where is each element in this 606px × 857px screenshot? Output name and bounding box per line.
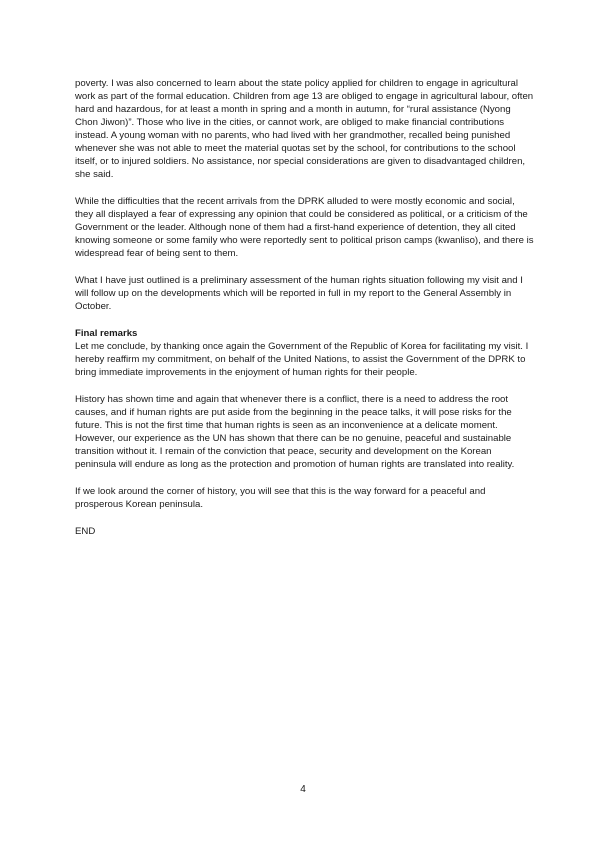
document-body [75,77,535,548]
end-marker: END [75,526,96,537]
final-remarks-heading: Final remarks [75,328,138,339]
page-number: 4 [300,784,306,795]
paragraph-fear-of-expression: While the difficulties that the recent arrivals from the DPRK alluded to were mostly economic and social, they all displayed a fear of expressing any opinion that could be considered as political, or a criticism of the Government or the leader. Although none of them had a first-hand experience of detention, they all cited knowing someone or some family who were reportedly sent to political prison camps (kwanliso), and there is widespread fear of being sent to them. [75,196,534,259]
paragraph-child-labour: poverty. I was also concerned to learn about the state policy applied for children to engage in agricultural work as part of the formal education. Children from age 13 are obliged to engage in agricultural labour, often hard and hazardous, for at least a month in spring and a month in autumn, for “rural assistance (Nyong Chon Jiwon)”. Those who live in the cities, or cannot work, are obliged to make financial contributions instead. A young woman with no parents, who had lived with her grandmother, recalled being punished whenever she was not able to meet the material quotas set by the school, for contributions to the school itself, or to injured soldiers. No assistance, nor special considerations are given to disadvantaged children, she said. [75,78,534,180]
final-remarks-section [75,327,535,379]
paragraph-way-forward: If we look around the corner of history, you will see that this is the way forward for a peaceful and prosperous Korean peninsula. [75,486,486,510]
paragraph-preliminary-assessment: What I have just outlined is a preliminary assessment of the human rights situation following my visit and I will follow up on the developments which will be reported in full in my report to the General Assembly in October. [75,275,523,312]
paragraph-history-conflict: History has shown time and again that whenever there is a conflict, there is a need to address the root causes, and if human rights are put aside from the beginning in the peace talks, it will pose risks for the future. This is not the first time that human rights is seen as an inconvenience at a delicate moment. However, our experience as the UN has shown that there can be no genuine, peaceful and sustainable transition without it. I remain of the conviction that peace, security and development on the Korean peninsula will endure as long as the protection and promotion of human rights are translated into reality. [75,394,515,470]
paragraph-conclusion: Let me conclude, by thanking once again the Government of the Republic of Korea for facilitating my visit. I hereby reaffirm my commitment, on behalf of the United Nations, to assist the Government of the DPRK to bring immediate improvements in the enjoyment of human rights for their people. [75,341,529,378]
